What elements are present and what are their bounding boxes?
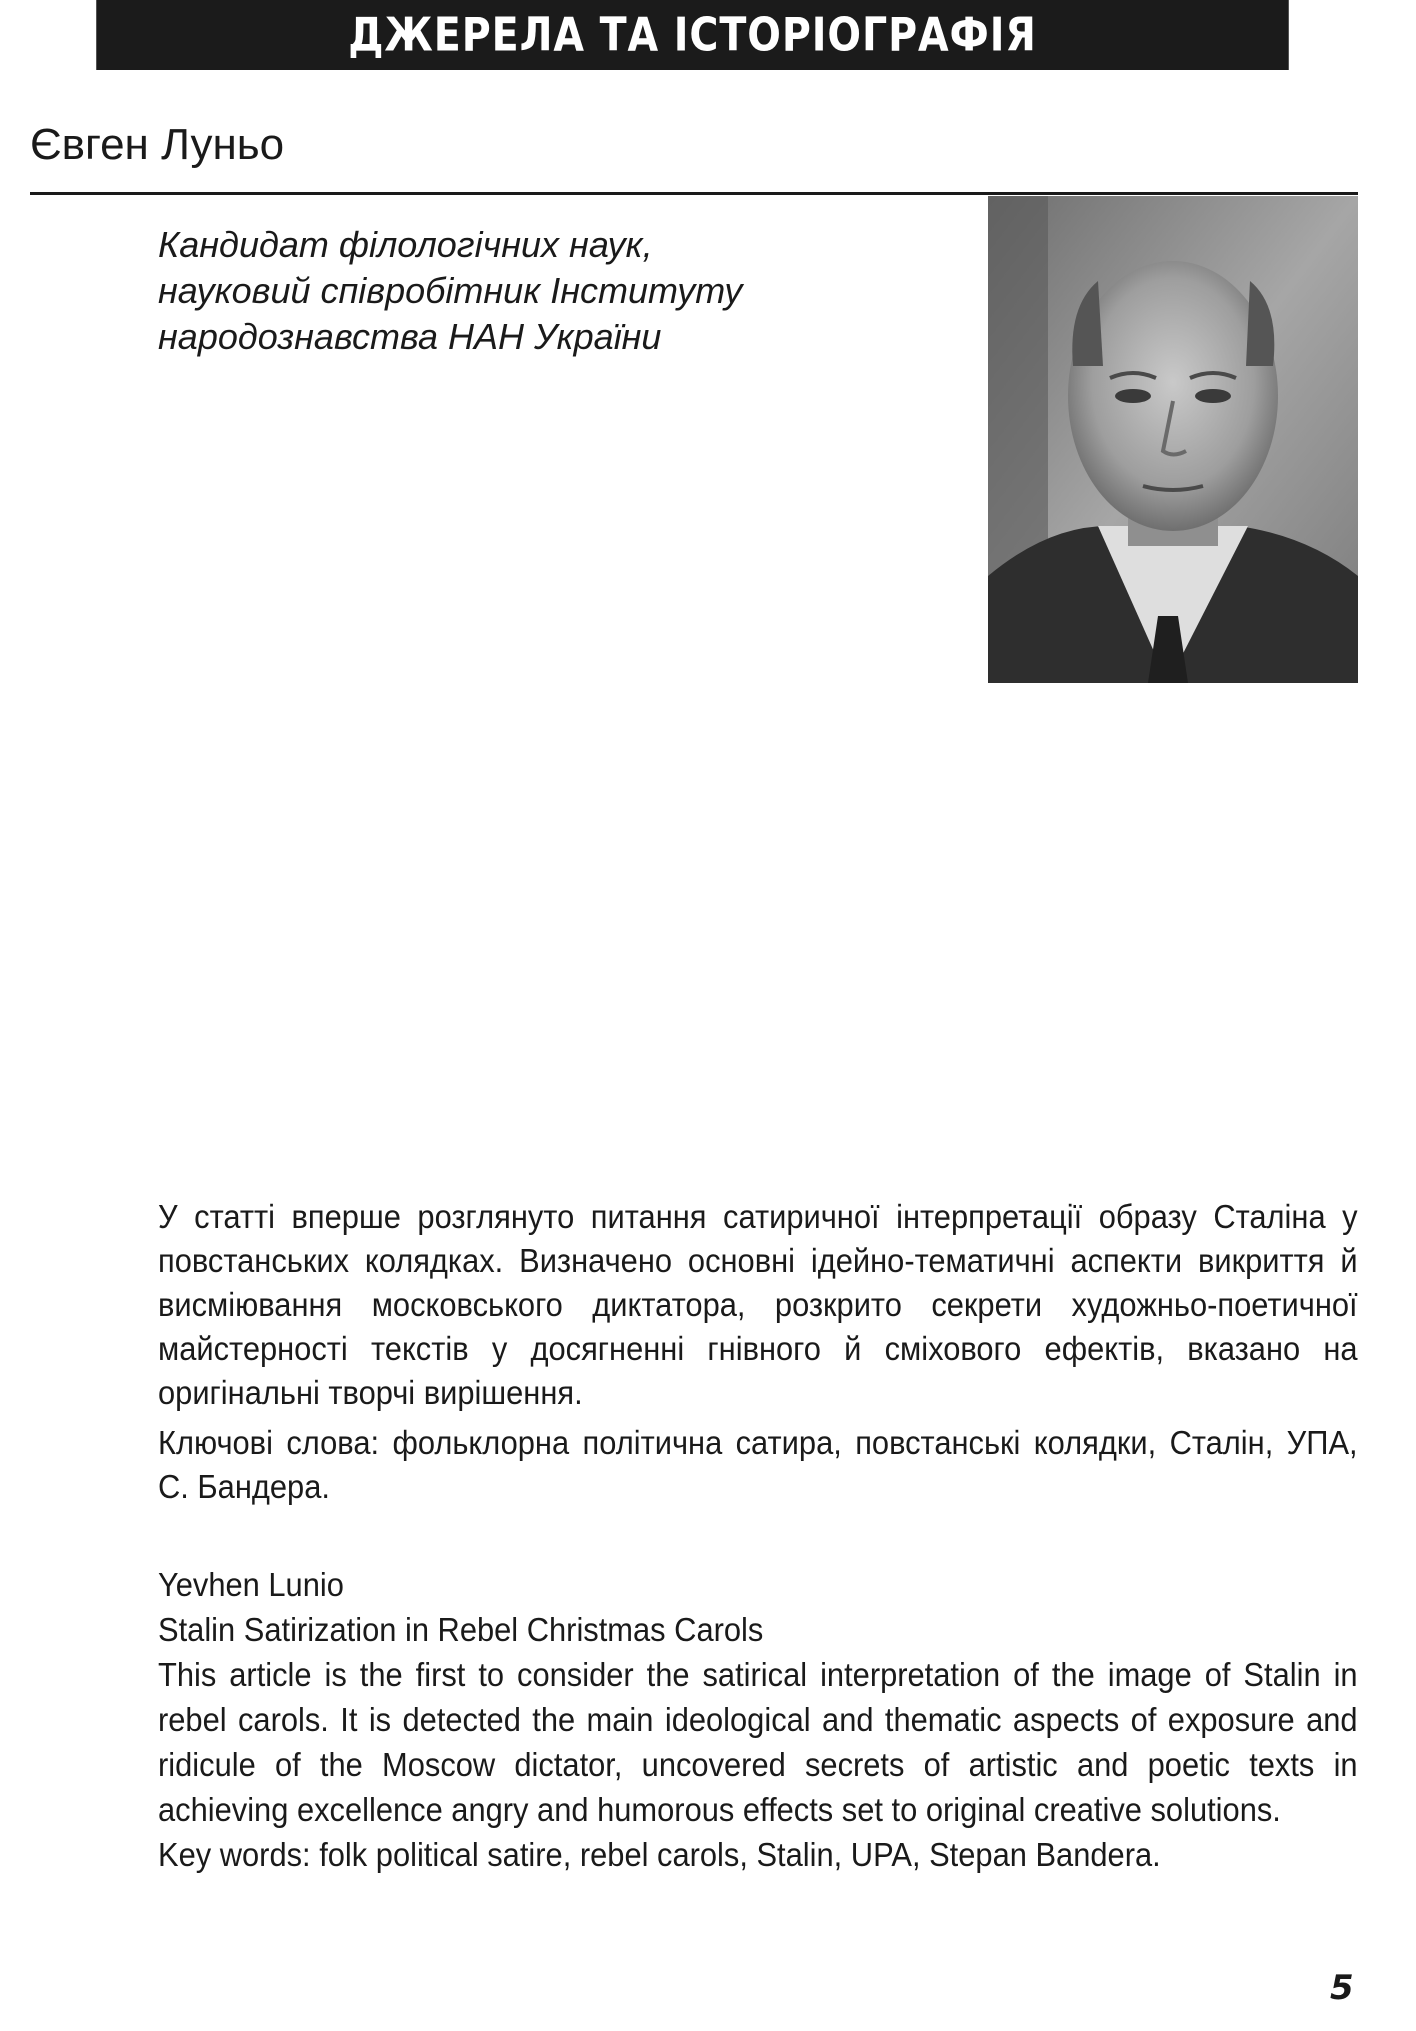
english-title: Stalin Satirization in Rebel Christmas Carols <box>158 1611 764 1648</box>
keywords-ua: Ключові слова: фольклорна політична сатира, повстанські колядки, Сталін, УПА, С. Бандера. <box>158 1424 1358 1505</box>
affiliation-line: науковий співробітник Інституту <box>158 270 743 311</box>
abstract-ukrainian <box>158 1195 1358 1509</box>
english-abstract-text: This article is the first to consider the satirical interpretation of the image of Stalin in rebel carols. It is detected the main ideological and thematic aspects of exposure and ridicule of the Moscow dictator, uncovered secrets of artistic and poetic texts in achieving excellence angry and humorous effects set to original creative solutions. <box>158 1656 1358 1828</box>
english-keywords: Key words: folk political satire, rebel carols, Stalin, UPA, Stepan Bandera. <box>158 1836 1161 1873</box>
affiliation-line: народознавства НАН України <box>158 316 662 357</box>
header-divider <box>30 192 1358 195</box>
section-title: ДЖЕРЕЛА ТА ІСТОРІОГРАФІЯ <box>348 8 1037 62</box>
portrait-photo <box>988 196 1358 683</box>
abstract-ua-text: У статті вперше розглянуто питання сатиричної інтерпретації образу Сталіна у повстанських колядках. Визначено основні ідейно-тематичні аспекти викриття й висміювання московського диктатора, розкрито секрети художньо-поетичної майстерності текстів у досягненні гнівного й сміхового ефектів, вказано на оригінальні творчі вирішення. <box>158 1198 1358 1411</box>
page-number: 5 <box>1330 1968 1354 2008</box>
author-portrait <box>988 196 1358 683</box>
english-author: Yevhen Lunio <box>158 1566 344 1603</box>
author-affiliation <box>158 222 918 360</box>
section-header <box>96 0 1289 70</box>
abstract-english <box>158 1562 1358 1877</box>
author-name: Євген Луньо <box>30 120 285 169</box>
affiliation-line: Кандидат філологічних наук, <box>158 224 653 265</box>
